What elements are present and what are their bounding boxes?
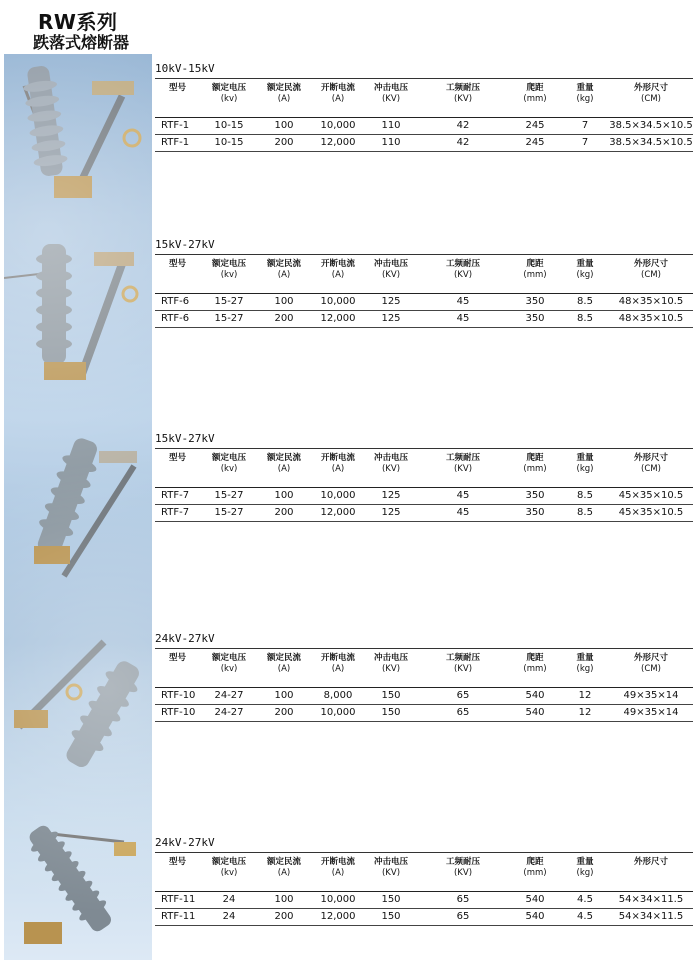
spec-table <box>155 853 693 926</box>
table-header-row <box>155 449 693 488</box>
column-header: 外形尺寸 (CM) <box>609 649 693 688</box>
column-unit: (KV) <box>453 664 473 674</box>
value-cell: 10,000 <box>311 294 365 311</box>
column-header: 额定电压 (kv) <box>201 449 257 488</box>
column-header: 爬距 (mm) <box>509 853 561 892</box>
column-unit: (mm) <box>523 94 547 104</box>
column-unit: (KV) <box>381 464 401 474</box>
value-cell: 125 <box>365 505 417 522</box>
value-cell: 540 <box>509 909 561 926</box>
value-cell: 65 <box>417 688 509 705</box>
value-cell: 10-15 <box>201 118 257 135</box>
value-cell: 100 <box>257 688 311 705</box>
column-unit: (mm) <box>523 464 547 474</box>
column-unit: (A) <box>277 868 291 878</box>
model-cell: RTF-6 <box>155 311 201 328</box>
value-cell: 45 <box>417 311 509 328</box>
column-header: 开断电流 (A) <box>311 449 365 488</box>
value-cell: 100 <box>257 892 311 909</box>
value-cell: 245 <box>509 118 561 135</box>
value-cell: 100 <box>257 294 311 311</box>
value-cell: 65 <box>417 909 509 926</box>
value-cell: 15-27 <box>201 505 257 522</box>
table-header-row <box>155 649 693 688</box>
column-header: 额定民流 (A) <box>257 853 311 892</box>
value-cell: 245 <box>509 135 561 152</box>
spec-table <box>155 649 693 722</box>
model-cell: RTF-7 <box>155 488 201 505</box>
value-cell: 45 <box>417 488 509 505</box>
column-header: 冲击电压 (KV) <box>365 853 417 892</box>
value-cell: 350 <box>509 505 561 522</box>
value-cell: 4.5 <box>561 892 609 909</box>
column-unit: (KV) <box>453 94 473 104</box>
fuse-image-4 <box>4 622 152 782</box>
value-cell: 15-27 <box>201 311 257 328</box>
value-cell: 42 <box>417 135 509 152</box>
table-row <box>155 688 693 705</box>
value-cell: 10-15 <box>201 135 257 152</box>
column-unit: (KV) <box>381 664 401 674</box>
column-header: 型号 <box>169 453 187 463</box>
value-cell: 49×35×14 <box>609 705 693 722</box>
column-unit: (mm) <box>523 868 547 878</box>
value-cell: 12 <box>561 688 609 705</box>
model-cell: RTF-11 <box>155 892 201 909</box>
value-cell: 125 <box>365 488 417 505</box>
value-cell: 12,000 <box>311 311 365 328</box>
table-row <box>155 135 693 152</box>
column-unit: (A) <box>277 94 291 104</box>
value-cell: 38.5×34.5×10.5 <box>609 135 693 152</box>
column-header: 型号 <box>169 83 187 93</box>
table-row <box>155 505 693 522</box>
value-cell: 12,000 <box>311 135 365 152</box>
value-cell: 350 <box>509 311 561 328</box>
value-cell: 200 <box>257 705 311 722</box>
model-cell: RTF-7 <box>155 505 201 522</box>
value-cell: 150 <box>365 909 417 926</box>
value-cell: 10,000 <box>311 705 365 722</box>
column-header: 重量 (kg) <box>561 79 609 118</box>
column-unit: (A) <box>331 868 345 878</box>
value-cell: 8.5 <box>561 294 609 311</box>
value-cell: 200 <box>257 311 311 328</box>
column-unit: (kg) <box>576 94 594 104</box>
value-cell: 150 <box>365 705 417 722</box>
column-header: 额定民流 (A) <box>257 255 311 294</box>
column-header: 重量 (kg) <box>561 649 609 688</box>
column-header: 外形尺寸 <box>633 857 668 867</box>
value-cell: 110 <box>365 118 417 135</box>
column-header: 开断电流 (A) <box>311 255 365 294</box>
table-row <box>155 311 693 328</box>
value-cell: 100 <box>257 118 311 135</box>
value-cell: 65 <box>417 892 509 909</box>
column-unit: (KV) <box>453 868 473 878</box>
column-header: 重量 (kg) <box>561 853 609 892</box>
column-header: 外形尺寸 (CM) <box>609 79 693 118</box>
column-header: 额定民流 (A) <box>257 79 311 118</box>
column-header: 额定电压 (kv) <box>201 649 257 688</box>
column-unit: (kv) <box>220 464 238 474</box>
fuse-image-2 <box>4 234 152 394</box>
value-cell: 10,000 <box>311 118 365 135</box>
column-unit: (CM) <box>641 94 661 104</box>
column-header: 重量 (kg) <box>561 449 609 488</box>
column-unit: (KV) <box>453 464 473 474</box>
column-header: 外形尺寸 (CM) <box>609 255 693 294</box>
column-header: 爬距 (mm) <box>509 79 561 118</box>
model-cell: RTF-10 <box>155 705 201 722</box>
table-row <box>155 488 693 505</box>
value-cell: 125 <box>365 294 417 311</box>
table-row <box>155 118 693 135</box>
value-cell: 12 <box>561 705 609 722</box>
column-unit: (kv) <box>220 868 238 878</box>
model-cell: RTF-11 <box>155 909 201 926</box>
column-header: 开断电流 (A) <box>311 853 365 892</box>
value-cell: 8.5 <box>561 488 609 505</box>
fuse-image-1 <box>4 56 152 216</box>
column-unit: (A) <box>277 464 291 474</box>
value-cell: 65 <box>417 705 509 722</box>
value-cell: 540 <box>509 892 561 909</box>
column-header: 冲击电压 (KV) <box>365 649 417 688</box>
column-unit: (kv) <box>220 270 238 280</box>
column-header: 冲击电压 (KV) <box>365 255 417 294</box>
spec-table <box>155 449 693 522</box>
column-header: 额定民流 (A) <box>257 449 311 488</box>
value-cell: 12,000 <box>311 505 365 522</box>
value-cell: 110 <box>365 135 417 152</box>
value-cell: 54×34×11.5 <box>609 909 693 926</box>
column-header: 重量 (kg) <box>561 255 609 294</box>
value-cell: 42 <box>417 118 509 135</box>
column-header: 型号 <box>169 653 187 663</box>
column-header: 开断电流 (A) <box>311 79 365 118</box>
column-unit: (mm) <box>523 664 547 674</box>
column-unit: (kg) <box>576 868 594 878</box>
value-cell: 45 <box>417 294 509 311</box>
value-cell: 150 <box>365 688 417 705</box>
column-unit: (kg) <box>576 270 594 280</box>
value-cell: 15-27 <box>201 294 257 311</box>
value-cell: 8.5 <box>561 505 609 522</box>
section-title: 24kV-27kV <box>155 632 215 645</box>
value-cell: 540 <box>509 705 561 722</box>
column-unit: (CM) <box>641 464 661 474</box>
model-cell: RTF-10 <box>155 688 201 705</box>
column-header: 工频耐压 (KV) <box>417 449 509 488</box>
value-cell: 24 <box>201 892 257 909</box>
table-row <box>155 705 693 722</box>
column-header: 额定电压 (kv) <box>201 79 257 118</box>
value-cell: 45×35×10.5 <box>609 488 693 505</box>
model-cell: RTF-1 <box>155 118 201 135</box>
value-cell: 45×35×10.5 <box>609 505 693 522</box>
table-header-row <box>155 853 693 892</box>
column-header: 爬距 (mm) <box>509 649 561 688</box>
column-header: 工频耐压 (KV) <box>417 79 509 118</box>
page-title: RW系列 <box>38 10 118 34</box>
value-cell: 8.5 <box>561 311 609 328</box>
column-header: 型号 <box>169 857 187 867</box>
column-header: 工频耐压 (KV) <box>417 853 509 892</box>
column-header: 开断电流 (A) <box>311 649 365 688</box>
spec-section <box>155 836 693 926</box>
model-cell: RTF-1 <box>155 135 201 152</box>
table-row <box>155 909 693 926</box>
column-unit: (A) <box>277 664 291 674</box>
value-cell: 4.5 <box>561 909 609 926</box>
column-header: 额定民流 (A) <box>257 649 311 688</box>
section-title: 24kV-27kV <box>155 836 215 849</box>
column-header: 工频耐压 (KV) <box>417 255 509 294</box>
value-cell: 200 <box>257 135 311 152</box>
column-unit: (KV) <box>453 270 473 280</box>
column-unit: (A) <box>331 94 345 104</box>
column-header: 爬距 (mm) <box>509 449 561 488</box>
column-header: 外形尺寸 (CM) <box>609 449 693 488</box>
fuse-image-5 <box>4 802 152 960</box>
spec-table <box>155 255 693 328</box>
value-cell: 8,000 <box>311 688 365 705</box>
value-cell: 7 <box>561 118 609 135</box>
value-cell: 24-27 <box>201 705 257 722</box>
column-unit: (mm) <box>523 270 547 280</box>
value-cell: 24 <box>201 909 257 926</box>
column-unit: (A) <box>331 464 345 474</box>
table-header-row <box>155 79 693 118</box>
value-cell: 15-27 <box>201 488 257 505</box>
value-cell: 38.5×34.5×10.5 <box>609 118 693 135</box>
column-unit: (KV) <box>381 868 401 878</box>
column-header: 爬距 (mm) <box>509 255 561 294</box>
value-cell: 7 <box>561 135 609 152</box>
column-header: 型号 <box>169 259 187 269</box>
column-unit: (CM) <box>641 270 661 280</box>
value-cell: 100 <box>257 488 311 505</box>
column-unit: (CM) <box>641 664 661 674</box>
product-image-strip <box>4 54 152 960</box>
value-cell: 350 <box>509 294 561 311</box>
value-cell: 48×35×10.5 <box>609 294 693 311</box>
section-title: 15kV-27kV <box>155 432 215 445</box>
value-cell: 49×35×14 <box>609 688 693 705</box>
value-cell: 48×35×10.5 <box>609 311 693 328</box>
column-unit: (kv) <box>220 664 238 674</box>
table-row <box>155 892 693 909</box>
column-header: 额定电压 (kv) <box>201 255 257 294</box>
value-cell: 24-27 <box>201 688 257 705</box>
column-header: 工频耐压 (KV) <box>417 649 509 688</box>
fuse-image-3 <box>4 426 152 586</box>
column-unit: (A) <box>331 664 345 674</box>
value-cell: 10,000 <box>311 488 365 505</box>
spec-section <box>155 62 693 152</box>
value-cell: 150 <box>365 892 417 909</box>
column-unit: (A) <box>331 270 345 280</box>
column-unit: (KV) <box>381 270 401 280</box>
value-cell: 540 <box>509 688 561 705</box>
value-cell: 45 <box>417 505 509 522</box>
column-header: 额定电压 (kv) <box>201 853 257 892</box>
column-unit: (kv) <box>220 94 238 104</box>
value-cell: 54×34×11.5 <box>609 892 693 909</box>
model-cell: RTF-6 <box>155 294 201 311</box>
column-unit: (kg) <box>576 664 594 674</box>
column-unit: (A) <box>277 270 291 280</box>
value-cell: 125 <box>365 311 417 328</box>
value-cell: 12,000 <box>311 909 365 926</box>
column-header: 冲击电压 (KV) <box>365 449 417 488</box>
spec-section <box>155 432 693 522</box>
spec-table <box>155 79 693 152</box>
spec-section <box>155 238 693 328</box>
section-title: 15kV-27kV <box>155 238 215 251</box>
value-cell: 200 <box>257 909 311 926</box>
column-header: 冲击电压 (KV) <box>365 79 417 118</box>
table-header-row <box>155 255 693 294</box>
value-cell: 200 <box>257 505 311 522</box>
column-unit: (KV) <box>381 94 401 104</box>
column-unit: (kg) <box>576 464 594 474</box>
table-row <box>155 294 693 311</box>
section-title: 10kV-15kV <box>155 62 215 75</box>
page-subtitle: 跌落式熔断器 <box>33 33 130 52</box>
value-cell: 350 <box>509 488 561 505</box>
spec-section <box>155 632 693 722</box>
value-cell: 10,000 <box>311 892 365 909</box>
